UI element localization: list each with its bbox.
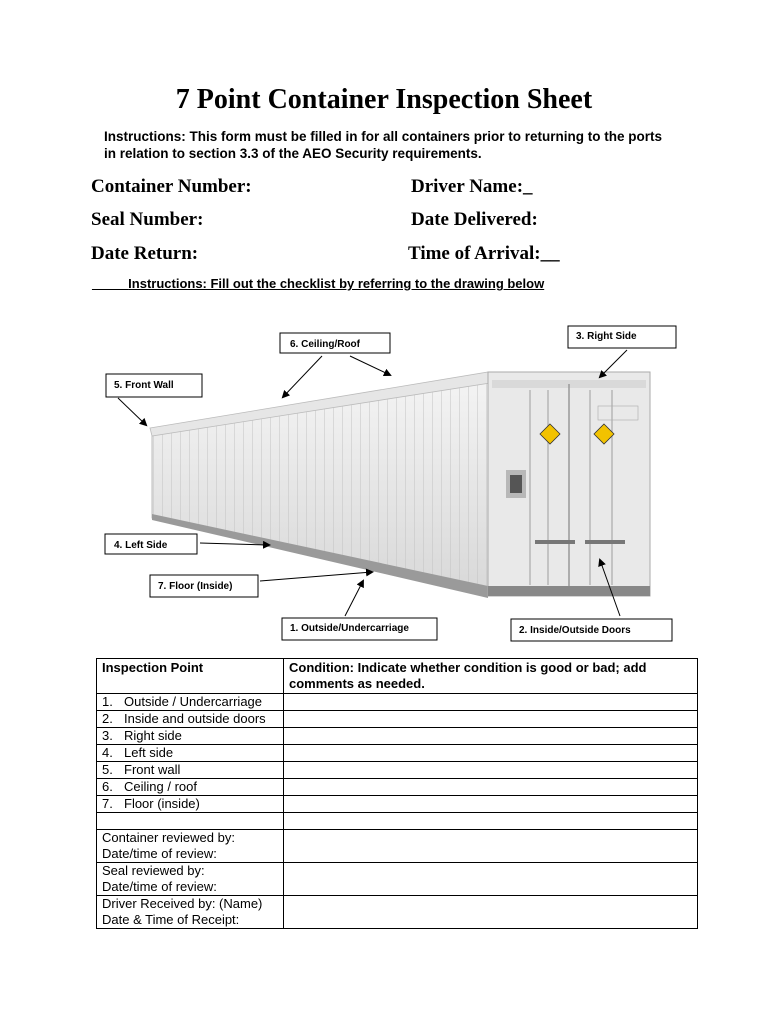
label-floor-inside: 7. Floor (Inside) [158,581,233,592]
inspection-point: 1. Outside / Undercarriage [97,694,284,711]
condition-cell[interactable] [284,796,698,813]
time-of-arrival-label: Time of Arrival:__ [408,243,560,264]
table-row [97,745,698,762]
condition-cell[interactable] [284,728,698,745]
page-title: 7 Point Container Inspection Sheet [175,84,593,115]
condition-cell[interactable] [284,711,698,728]
container-image [150,372,650,598]
table-row [97,762,698,779]
inspection-point: 3. Right side [97,728,284,745]
form-instructions: Instructions: This form must be filled in for all containers prior to returning to the ports in relation to section 3.3 of the AEO Security requirements. [104,129,663,161]
table-row [97,711,698,728]
inspection-point: 2. Inside and outside doors [97,711,284,728]
date-return-label: Date Return: [91,243,199,264]
label-inside-outside-doors: 2. Inside/Outside Doors [519,625,631,636]
inspection-point: 7. Floor (inside) [97,796,284,813]
instruction-blank: _____ [92,276,129,291]
table-row [97,694,698,711]
table-row [97,779,698,796]
container-diagram [0,320,768,650]
table-row [97,796,698,813]
review-entry-cell[interactable] [284,863,698,896]
review-label: Container reviewed by: Date/time of review: [97,830,284,863]
seal-number-label: Seal Number: [91,209,204,230]
review-entry-cell[interactable] [284,830,698,863]
driver-name-label: Driver Name:_ [411,176,533,197]
inspection-point: 5. Front wall [97,762,284,779]
review-label: Driver Received by: (Name) Date & Time of Receipt: [97,896,284,929]
table-row [97,830,698,863]
inspection-point: 6. Ceiling / roof [97,779,284,796]
review-label: Seal reviewed by: Date/time of review: [97,863,284,896]
label-left-side: 4. Left Side [114,540,168,551]
condition-cell[interactable] [284,779,698,796]
table-header-row [97,659,698,694]
table-row [97,863,698,896]
review-entry-cell[interactable] [284,896,698,929]
checklist-instruction [92,276,544,291]
table-row [97,896,698,929]
label-front-wall: 5. Front Wall [114,380,174,391]
container-number-label: Container Number: [91,176,252,197]
label-ceiling-roof: 6. Ceiling/Roof [290,339,360,350]
header-inspection-point: Inspection Point [97,659,284,694]
condition-cell[interactable] [284,694,698,711]
header-condition: Condition: Indicate whether condition is good or bad; add comments as needed. [284,659,698,694]
inspection-point: 4. Left side [97,745,284,762]
condition-cell[interactable] [284,745,698,762]
table-row [97,728,698,745]
spacer-cell [97,813,284,830]
table-row-spacer [97,813,698,830]
spacer-cell [284,813,698,830]
date-delivered-label: Date Delivered: [411,209,538,230]
condition-cell[interactable] [284,762,698,779]
inspection-table [96,658,698,929]
label-right-side: 3. Right Side [576,331,637,342]
label-outside-undercarriage: 1. Outside/Undercarriage [290,623,409,634]
instruction-text: Instructions: Fill out the checklist by referring to the drawing below [128,276,545,291]
